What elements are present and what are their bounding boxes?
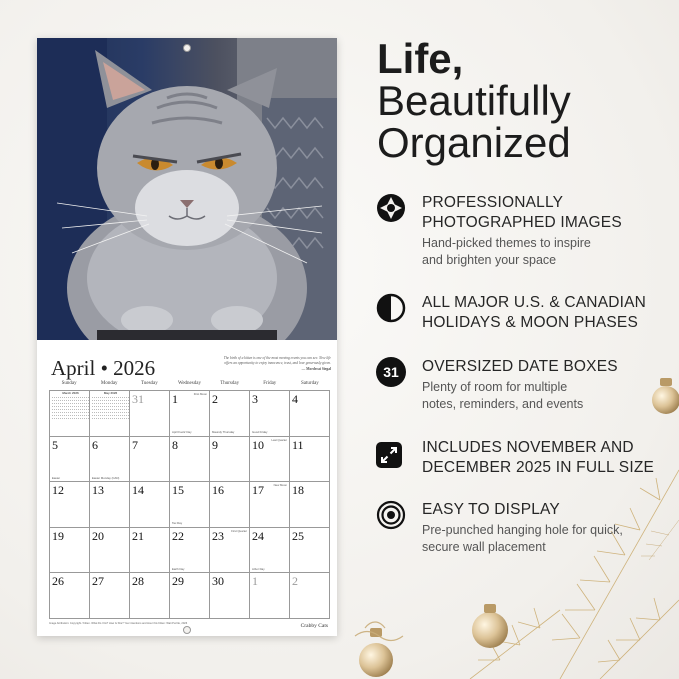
weekday-label: Friday [263,381,277,386]
date-cell [90,437,130,483]
feature-desc-line-1: Plenty of room for multiple [422,380,568,394]
cat-photo [37,38,337,340]
day-number: 25 [292,528,304,543]
weekday-label: Thursday [220,381,240,386]
day-number: 1 [252,574,258,589]
feature-description [422,379,672,412]
date-cell [130,437,170,483]
day-number: 23 [212,528,224,543]
date-cell [50,482,90,528]
quote-text: The birth of a kitten is one of the most moving events you can see. New life offers an opportunity to enjoy innocence, trust, and love generously given. [223,356,331,365]
date-cell [50,437,90,483]
date-cell [210,482,250,528]
day-number: 7 [132,437,138,452]
day-number: 18 [292,483,304,498]
month-quote [215,356,331,372]
day-number: 2 [212,392,218,406]
month-title: April • 2026 [51,356,156,380]
day-number: 31 [132,392,144,406]
feature-desc-line-2: notes, reminders, and events [422,396,584,411]
weekday-label: Monday [100,381,118,386]
date-cell [90,391,130,437]
feature-title-line-2: DECEMBER 2025 IN FULL SIZE [422,459,655,476]
bottom-hole [183,626,191,634]
feature-title [422,438,672,478]
headline [377,35,667,166]
date-cell [290,482,330,528]
feature-desc-line-2: secure wall placement [422,539,546,554]
day-number: 24 [252,528,264,543]
day-number: 9 [212,437,218,452]
feature-title-line-2: PHOTOGRAPHED IMAGES [422,214,622,231]
holiday-note: Arbor Day [252,566,265,571]
weekday-label: Sunday [61,381,77,386]
day-number: 11 [292,437,304,452]
feature-desc-line-1: Hand-picked themes to inspire [422,236,591,250]
feature-desc-line-1: Pre-punched hanging hole for quick, [422,523,623,537]
moon-phase-note: First Quarter [231,528,247,533]
day-number: 5 [52,437,58,452]
day-number: 12 [52,483,64,498]
feature-title-line-1: INCLUDES NOVEMBER AND [422,439,634,456]
feature-description [422,235,672,268]
day-number: 6 [92,437,98,452]
hanging-hole [183,44,191,52]
headline-line-1: Life, [377,35,464,82]
date-cell [130,482,170,528]
day-number: 1 [172,392,178,406]
expand-icon [376,442,406,472]
day-number: 27 [92,574,104,589]
mini-month-title: May 2026 [103,391,118,395]
date-cell [130,528,170,574]
date-cell [50,528,90,574]
day-number: 10 [252,437,264,452]
holiday-note: Earth Day [172,566,185,571]
day-number: 13 [92,483,104,498]
headline-line-3: Organized [377,119,571,166]
date-cell [210,391,250,437]
calendar-brand: Crabby Cats [300,623,328,629]
moon-phase-note: First Moon [193,392,207,396]
quote-author: — Mordecai Siegal [301,367,331,371]
calendar-product [37,38,337,636]
date-cell [90,482,130,528]
date-cell [170,528,210,574]
date-cell [210,573,250,619]
day-number: 14 [132,483,144,498]
date-cell [210,528,250,574]
day-number: 19 [52,528,64,543]
mini-month [52,392,89,419]
day-number: 30 [212,574,224,589]
feature-title [422,293,672,333]
feature-desc-line-2: and brighten your space [422,252,557,267]
date-cell [50,391,90,437]
date-cell [250,528,290,574]
day-number: 2 [292,574,298,589]
half-moon-icon [376,293,406,323]
date-cell [250,482,290,528]
date-cell [250,437,290,483]
moon-phase-note: Last Quarter [271,437,287,442]
holiday-note: Tax Day [172,521,183,526]
holiday-note: Easter [52,475,61,480]
date-cell [290,391,330,437]
feature-title-line-1: OVERSIZED DATE BOXES [422,358,618,375]
holiday-note: April Fools' Day [172,430,192,435]
date-cell [130,573,170,619]
date-cell [290,528,330,574]
weekday-label: Saturday [301,381,319,386]
date-cell [250,573,290,619]
mini-month [92,392,129,419]
day-number: 29 [172,574,184,589]
day-number: 20 [92,528,104,543]
feature-title-line-1: ALL MAJOR U.S. & CANADIAN [422,294,647,311]
calendar-badge: 31 [376,357,406,387]
date-cell [130,391,170,437]
calendar-31-icon [376,357,406,387]
date-cell [250,391,290,437]
day-number: 8 [172,437,178,452]
date-cell [210,437,250,483]
headline-line-2: Beautifully [377,77,571,124]
weekday-label: Wednesday [178,381,201,386]
date-cell [290,573,330,619]
moon-phase-note: New Moon [273,483,287,488]
date-cell [170,437,210,483]
weekday-label: Tuesday [140,381,158,386]
holiday-note: Good Friday [252,430,268,435]
feature-title [422,500,672,520]
date-cell [170,391,210,437]
day-number: 3 [252,392,258,406]
hanging-hole-icon [376,500,406,530]
feature-title-line-1: PROFESSIONALLY [422,194,564,211]
day-number: 15 [172,483,184,498]
holiday-note: Maundy Thursday [212,430,235,435]
date-cell [170,482,210,528]
day-number: 26 [52,574,64,589]
date-cell [290,437,330,483]
day-number: 17 [252,483,264,498]
mini-month-title: March 2026 [62,391,79,395]
day-number: 22 [172,528,184,543]
footer-note: Image Attribution: Copyright / Kitten. What Do I Do? How Is She? Your intentions and Hour this Kitten: Wait Puzzle, 2026 [49,622,188,625]
date-cell [90,573,130,619]
holiday-note: Easter Monday (CAN) [92,475,120,480]
date-cell [170,573,210,619]
day-number: 28 [132,574,144,589]
day-number: 4 [292,392,298,406]
date-cell [90,528,130,574]
feature-title [422,357,672,377]
feature-title-line-2: HOLIDAYS & MOON PHASES [422,314,638,331]
feature-description [422,522,672,555]
feature-title-line-1: EASY TO DISPLAY [422,501,560,518]
day-number: 16 [212,483,224,498]
day-number: 21 [132,528,144,543]
date-cell [50,573,90,619]
camera-aperture-icon [376,193,406,223]
date-grid [49,390,330,619]
feature-title [422,193,672,233]
